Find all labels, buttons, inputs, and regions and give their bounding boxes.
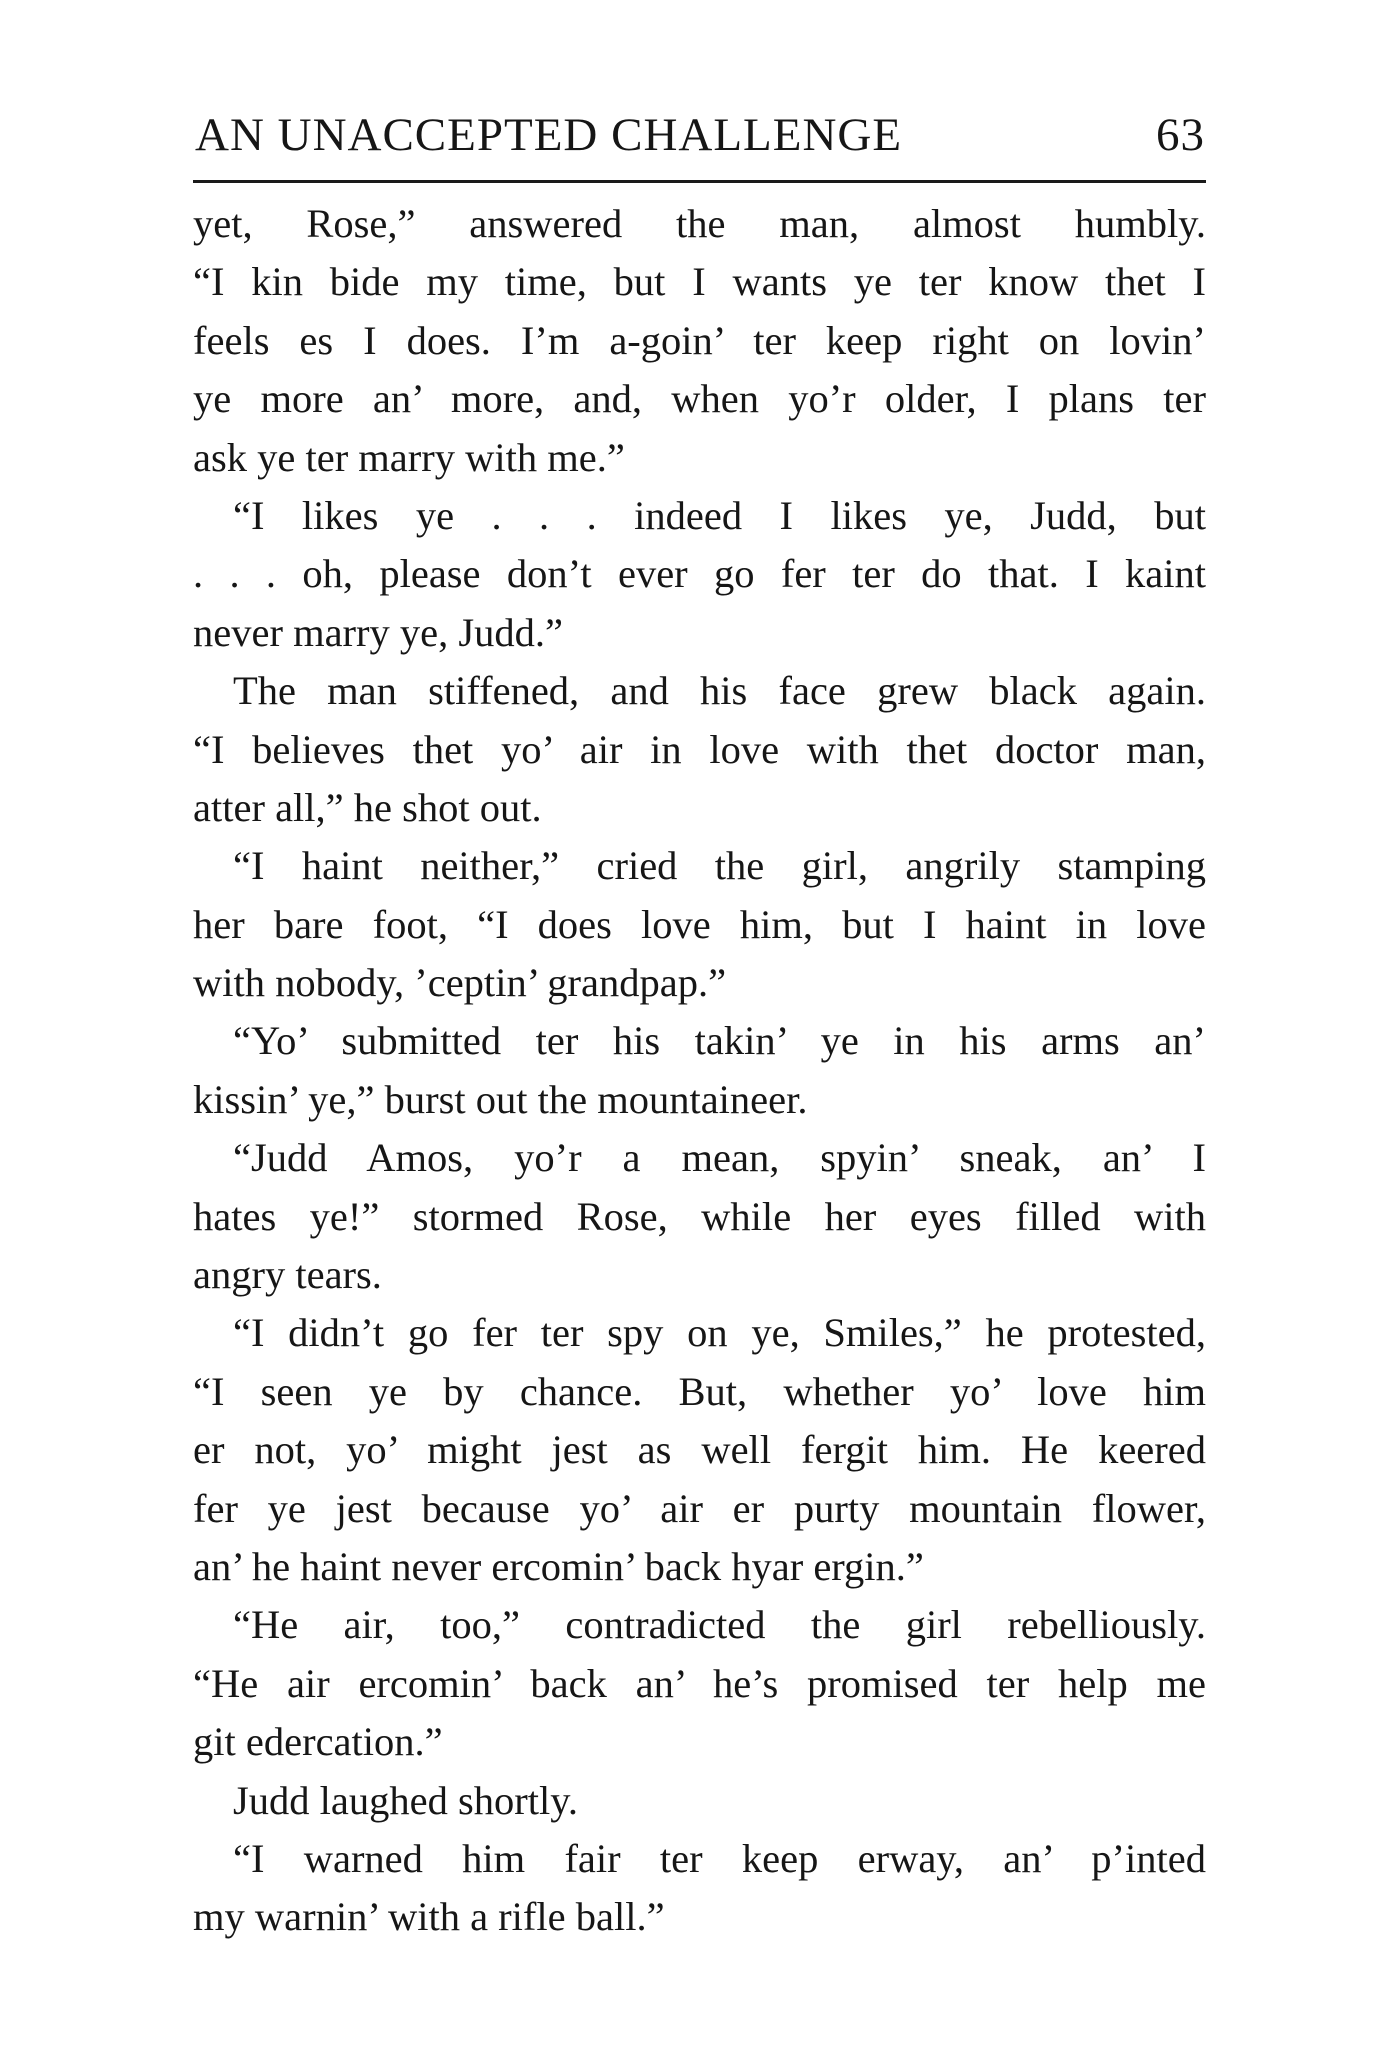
text-line: ye more an’ more, and, when yo’r older, I plans ter — [193, 376, 1206, 422]
text-line: yet, Rose,” answered the man, almost humbly. — [193, 201, 1206, 246]
text-line: my warnin’ with a rifle ball.” — [193, 1894, 665, 1940]
text-line: “I seen ye by chance. But, whether yo’ love him — [193, 1368, 1206, 1414]
text-line: “Judd Amos, yo’r a mean, spyin’ sneak, an’ I — [233, 1135, 1206, 1181]
text-line: “I kin bide my time, but I wants ye ter know thet I — [193, 259, 1206, 305]
text-line: an’ he haint never ercomin’ back hyar ergin.” — [193, 1543, 924, 1589]
page-number: 63 — [1156, 109, 1205, 161]
text-line: “He air, too,” contradicted the girl rebelliously. — [233, 1602, 1206, 1648]
text-line: “I warned him fair ter keep erway, an’ p’inted — [233, 1835, 1206, 1881]
text-line: never marry ye, Judd.” — [193, 609, 563, 655]
text-line: Judd laughed shortly. — [233, 1777, 578, 1823]
text-line: kissin’ ye,” burst out the mountaineer. — [193, 1076, 808, 1122]
text-line: with nobody, ’ceptin’ grandpap.” — [193, 960, 727, 1006]
chapter-title: AN UNACCEPTED CHALLENGE — [195, 109, 903, 161]
text-line: “I haint neither,” cried the girl, angrily stamping — [233, 843, 1206, 889]
text-line: “He air ercomin’ back an’ he’s promised ter help me — [193, 1660, 1206, 1706]
text-line: git edercation.” — [193, 1719, 443, 1765]
text-line: ask ye ter marry with me.” — [193, 434, 625, 480]
text-line: “I likes ye . . . indeed I likes ye, Judd, but — [233, 492, 1206, 538]
body-text — [193, 195, 1206, 1947]
text-line: “Yo’ submitted ter his takin’ ye in his arms an’ — [233, 1018, 1206, 1064]
text-line: fer ye jest because yo’ air er purty mountain flower, — [193, 1485, 1206, 1531]
running-head — [195, 108, 1205, 168]
text-line: . . . oh, please don’t ever go fer ter do that. I kaint — [193, 551, 1206, 597]
text-line: “I believes thet yo’ air in love with thet doctor man, — [193, 726, 1206, 772]
text-line: feels es I does. I’m a-goin’ ter keep right on lovin’ — [193, 317, 1206, 363]
text-line: atter all,” he shot out. — [193, 784, 542, 830]
text-line: her bare foot, “I does love him, but I haint in love — [193, 901, 1206, 947]
header-rule — [193, 180, 1206, 183]
text-line: The man stiffened, and his face grew black again. — [233, 668, 1206, 714]
text-line: er not, yo’ might jest as well fergit him. He keered — [193, 1427, 1206, 1473]
text-line: hates ye!” stormed Rose, while her eyes filled with — [193, 1193, 1206, 1239]
text-line: “I didn’t go fer ter spy on ye, Smiles,” he protested, — [233, 1310, 1206, 1356]
text-line: angry tears. — [193, 1252, 382, 1298]
